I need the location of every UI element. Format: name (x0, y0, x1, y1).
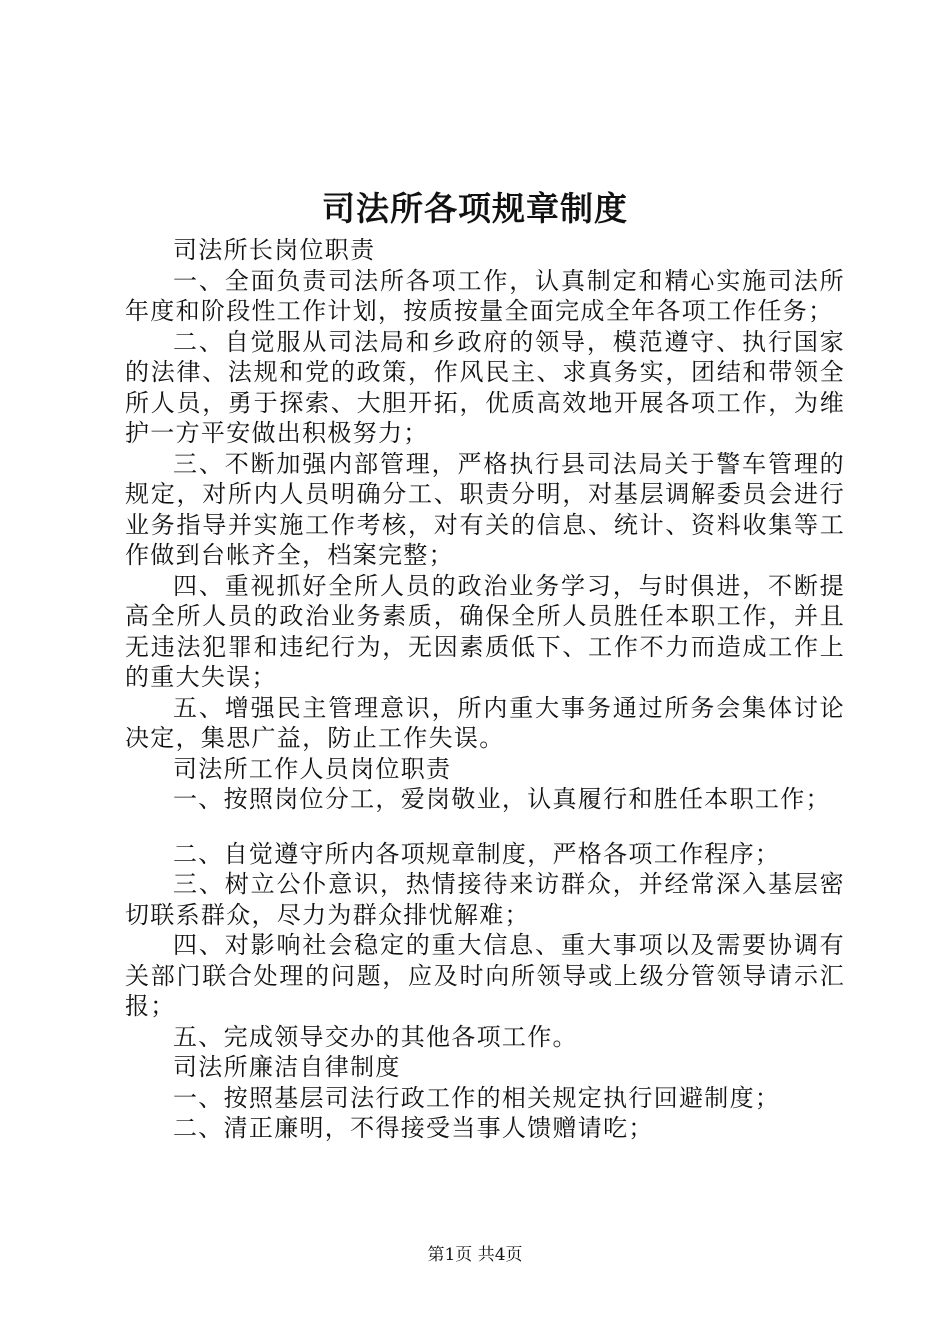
section-heading: 司法所工作人员岗位职责 (173, 754, 452, 783)
paragraph: 一、按照岗位分工，爱岗敬业，认真履行和胜任本职工作； (173, 785, 831, 813)
document-body (125, 235, 845, 1144)
paragraph: 二、清正廉明，不得接受当事人馈赠请吃； (173, 1114, 654, 1142)
paragraph: 二、自觉服从司法局和乡政府的领导，模范遵守、执行国家的法律、法规和党的政策，作风民主、求真务实，团结和带领全所人员，勇于探索、大胆开拓，优质高效地开展各项工作，为维护一方平安做出积极努力； (125, 327, 845, 447)
paragraph: 一、全面负责司法所各项工作，认真制定和精心实施司法所年度和阶段性工作计划，按质按量全面完成全年各项工作任务； (125, 266, 845, 325)
document-title: 司法所各项规章制度 (322, 189, 628, 228)
section-heading: 司法所廉洁自律制度 (173, 1053, 401, 1081)
paragraph: 一、按照基层司法行政工作的相关规定执行回避制度； (173, 1083, 781, 1112)
section-heading: 司法所长岗位职责 (173, 236, 376, 264)
paragraph: 三、树立公仆意识，热情接待来访群众，并经常深入基层密切联系群众，尽力为群众排忧解难； (125, 870, 845, 929)
paragraph: 五、增强民主管理意识，所内重大事务通过所务会集体讨论决定，集思广益，防止工作失误。 (125, 693, 845, 752)
page-number: 第1页 共4页 (427, 1245, 523, 1265)
paragraph: 五、完成领导交办的其他各项工作。 (173, 1022, 578, 1051)
paragraph: 四、重视抓好全所人员的政治业务学习，与时俱进，不断提高全所人员的政治业务素质，确保全所人员胜任本职工作，并且无违法犯罪和违纪行为，无因素质低下、工作不力而造成工作上的重大失误； (125, 571, 845, 691)
blank-line (125, 815, 845, 839)
paragraph: 三、不断加强内部管理，严格执行县司法局关于警车管理的规定，对所内人员明确分工、职责分明，对基层调解委员会进行业务指导并实施工作考核，对有关的信息、统计、资料收集等工作做到台帐齐全，档案完整； (125, 449, 845, 569)
paragraph: 二、自觉遵守所内各项规章制度，严格各项工作程序； (173, 839, 781, 868)
paragraph: 四、对影响社会稳定的重大信息、重大事项以及需要协调有关部门联合处理的问题，应及时向所领导或上级分管领导请示汇报； (125, 931, 845, 1020)
